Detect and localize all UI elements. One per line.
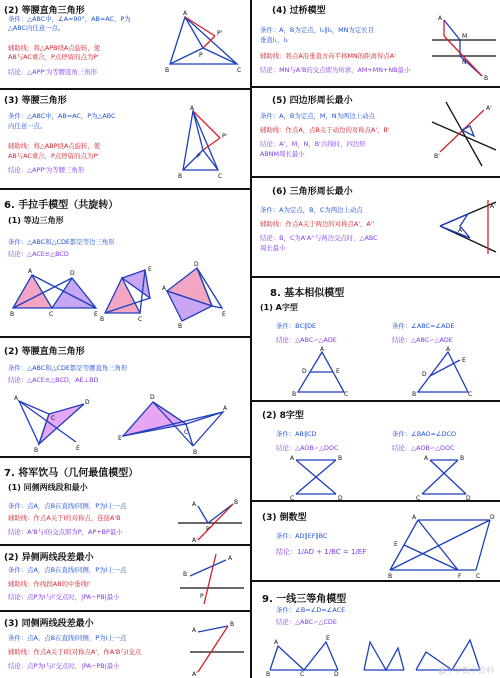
point-label: A — [438, 15, 443, 22]
diagram-diff-perpendicular — [180, 554, 246, 608]
condition-line: 条件：△ABC中，∠A=90°，AB=AC，P为 — [8, 15, 131, 23]
aux-line: 辅助线：将△ABP绕A点旋转，使 — [8, 142, 101, 150]
point-label: B — [178, 323, 183, 330]
point-label: C — [300, 671, 305, 678]
point-label: E — [462, 357, 466, 364]
point-label: B — [230, 621, 235, 628]
conclusion-line: 结论：点P为l与l'交点时，|PA−PB|最小 — [8, 593, 120, 601]
point-label: A' — [486, 105, 492, 112]
diagram-triangle-perimeter — [438, 200, 498, 256]
diagram-a-shape-parallel — [292, 348, 348, 396]
section-title: (5) 四边形周长最小 — [272, 96, 353, 106]
point-label: B — [412, 391, 417, 398]
section-hand-in-hand-equilateral — [0, 190, 250, 338]
aux-line: 辅助线：作点A关于两边的对称点A'，A'' — [260, 220, 375, 228]
subsection-title: (1) A字型 — [260, 303, 298, 312]
section-8-shape-similarity — [252, 402, 500, 502]
diagram-equilateral-3 — [162, 261, 246, 330]
condition-line: 垂直l₁，l₂ — [260, 36, 288, 44]
point-label: D — [422, 371, 427, 378]
point-label: D — [70, 270, 75, 277]
point-label: D — [466, 495, 471, 502]
section-one-line-three-angles — [252, 582, 500, 678]
point-label: D — [302, 368, 307, 375]
point-label: E — [94, 311, 98, 318]
conclusion-line: 周长最小 — [260, 244, 286, 252]
point-label: A — [228, 555, 233, 562]
subsection-title: (1) 等边三角形 — [8, 216, 64, 225]
point-label: C — [476, 573, 481, 580]
point-label: D — [490, 514, 495, 521]
point-label: B — [460, 455, 465, 462]
condition-line: 条件：∠B=∠D=∠ACE — [276, 606, 346, 614]
section-title: 8. 基本相似模型 — [270, 288, 345, 299]
diagram-a-shape-angle — [412, 348, 472, 396]
point-label: C — [51, 415, 56, 422]
point-label: A — [28, 268, 33, 275]
point-label: E — [222, 311, 226, 318]
point-label: A — [183, 10, 188, 17]
diagram-8-shape-parallel — [288, 454, 344, 500]
section-isosceles-right-triangle — [0, 0, 250, 90]
aux-line: 辅助线：将点A沿垂直方向平移MN的距离得点A' — [260, 52, 396, 60]
point-label: A — [192, 627, 197, 634]
conclusion-line: 结论：点P为l与l'交点时，|PA−PB|最小 — [8, 662, 120, 670]
diagram-bridge — [432, 16, 498, 82]
point-label: A — [446, 346, 451, 353]
point-label: P — [200, 593, 204, 600]
point-label: B — [292, 391, 297, 398]
point-label: B — [34, 447, 39, 454]
conclusion-line: 结论：△AOB∽△DOC — [392, 444, 455, 452]
point-label: B — [10, 311, 15, 318]
point-label: E — [148, 266, 152, 273]
condition-line: 条件：∠BAO=∠DCO — [392, 430, 457, 438]
section-bridge-model — [252, 0, 500, 88]
point-label: B — [234, 499, 239, 506]
diagram-equilateral-2 — [100, 268, 160, 326]
point-label: A — [192, 501, 197, 508]
right-column — [250, 0, 500, 678]
condition-line: 条件：A为定点，B，C为两边上动点 — [260, 206, 363, 214]
point-label: A' — [192, 537, 198, 544]
point-label: B — [266, 671, 271, 678]
point-label: C — [138, 316, 143, 323]
diagram-equilateral-1 — [10, 270, 100, 322]
conclusion-line: 结论：△AOB∽△DOC — [276, 444, 339, 452]
point-label: A — [412, 514, 417, 521]
point-label: P' — [217, 30, 223, 37]
point-label: D — [194, 261, 199, 268]
point-label: C — [344, 391, 349, 398]
conclusion-line: 结论：MN与A'B的交点即为所求，AM+MN+NB最小 — [260, 66, 411, 74]
conclusion-line: 结论：B，C为A'A''与两边交点时，△ABC — [260, 234, 378, 242]
point-label: A — [190, 105, 195, 112]
point-label: F — [458, 573, 462, 580]
conclusion-line: 结论：△APP'为等腰直角三角形 — [8, 68, 98, 76]
point-label: A — [274, 639, 279, 646]
section-title: 9. 一线三等角模型 — [262, 594, 347, 605]
point-label: P' — [222, 133, 228, 140]
point-label: B — [100, 316, 105, 323]
point-label: M — [462, 33, 468, 40]
diagram-right-isosceles-1 — [14, 396, 94, 452]
section-title: (4) 过桥模型 — [272, 6, 326, 16]
point-label: B — [338, 455, 343, 462]
point-label: A' — [490, 203, 496, 210]
conclusion-line: 结论：△ABC∽△ADE — [276, 336, 337, 344]
section-title: (3) 同侧两线段差最小 — [4, 619, 94, 629]
section-title: (2) 等腰直角三角形 — [4, 6, 85, 16]
point-label: D — [338, 495, 343, 502]
condition-line: 条件：AB∥CD — [276, 430, 317, 438]
point-label: P — [197, 153, 201, 160]
section-hand-in-hand-right-isosceles — [0, 338, 250, 458]
conclusion-line: 结论：△ACE≌△BCD — [8, 250, 69, 258]
condition-line: 条件：BC∥DE — [276, 322, 317, 330]
condition-line: △ABC内任意一点。 — [8, 24, 65, 32]
condition-line: 条件：点A，点B在直线l同侧，P为l上一点 — [8, 634, 127, 642]
point-label: N — [462, 59, 467, 66]
section-difference-perpendicular — [0, 546, 250, 612]
aux-line: 辅助线：将△APB绕A点旋转，使 — [8, 44, 101, 52]
aux-line: 辅助线：作点A关于l的对称点A'，作A'B与l交点 — [8, 648, 142, 656]
point-label: A — [320, 346, 325, 353]
point-label: C — [218, 173, 223, 180]
section-title: (2) 等腰直角三角形 — [4, 347, 85, 357]
diagram-quadrilateral — [432, 102, 498, 168]
condition-line: 条件：点A，点B在直线l同侧，P为l上一点 — [8, 502, 127, 510]
condition-line: 内任意一点。 — [8, 122, 47, 130]
conclusion-line: 结论：A'B与l的交点即为P，AP+BP最小 — [8, 528, 123, 536]
point-label: B — [165, 67, 170, 74]
section-quadrilateral-perimeter — [252, 88, 500, 178]
point-label: C — [290, 495, 295, 502]
aux-line: 辅助线：作线段AB的中垂线l' — [8, 580, 91, 588]
section-title: 6. 手拉手模型（共旋转） — [4, 200, 119, 211]
point-label: A — [14, 395, 19, 402]
point-label: D — [150, 394, 155, 401]
conclusion-line: 结论：1/AD + 1/BC = 1/EF — [276, 548, 367, 556]
section-triangle-perimeter — [252, 178, 500, 278]
point-label: B — [388, 573, 393, 580]
section-general-drinking-horse — [0, 458, 250, 546]
point-label: A' — [192, 671, 198, 678]
section-difference-reflection — [0, 612, 250, 678]
conclusion-line: 结论：△APP'为等腰三角形 — [8, 166, 85, 174]
condition-line: 条件：△ABC中，AB=AC，P为△ABC — [8, 112, 116, 120]
point-label: P — [206, 526, 210, 533]
point-label: E — [326, 635, 330, 642]
section-title: (3) 等腰三角形 — [4, 96, 67, 106]
point-label: B' — [434, 153, 440, 160]
conclusion-line: 结论：A'，M，N，B'共线时，四边形 — [260, 140, 366, 148]
section-title: 7. 将军饮马（几何最值模型） — [4, 468, 139, 479]
condition-line: 条件：△ABC和△CDE都是等腰直角三角形 — [8, 364, 128, 372]
point-label: A — [424, 455, 429, 462]
point-label: C — [49, 311, 54, 318]
condition-line: 条件：A，B为定点，l₁∥l₂，MN为定长且 — [260, 26, 374, 34]
condition-line: 条件：A，B为定点，M，N为两边上动点 — [260, 112, 375, 120]
section-title: (3) 倒数型 — [262, 513, 307, 523]
diagram-diff-reflection — [190, 620, 246, 676]
point-label: C — [468, 391, 473, 398]
point-label: E — [118, 435, 122, 442]
point-label: A — [223, 405, 228, 412]
section-title: (2) 8字型 — [262, 411, 304, 421]
diagram-8-shape-angle — [416, 454, 472, 500]
point-label: B — [178, 173, 183, 180]
aux-line: 辅助线：作点A，点B关于动边的对称点A'，B' — [260, 126, 390, 134]
point-label: B — [183, 571, 188, 578]
point-label: B — [193, 449, 198, 456]
point-label: P — [199, 52, 203, 59]
diagram-right-isosceles-2 — [118, 394, 230, 454]
diagram-same-side-sum — [178, 498, 244, 544]
condition-line: 条件：AD∥EF∥BC — [276, 532, 328, 540]
point-label: A — [162, 285, 167, 292]
condition-line: 条件：∠ABC=∠ADE — [392, 322, 455, 330]
section-title: (6) 三角形周长最小 — [272, 187, 353, 197]
point-label: E — [76, 445, 80, 452]
section-a-shape-similarity — [252, 278, 500, 402]
aux-line: AB与AC重合，P点停留的点为P' — [8, 53, 99, 61]
diagram-rotation-right-triangle — [165, 12, 245, 72]
point-label: E — [394, 541, 398, 548]
point-label: D — [85, 399, 90, 406]
point-label: A — [290, 455, 295, 462]
aux-line: 辅助线：作点A关于l的对称点，连接A'B — [8, 514, 121, 522]
conclusion-line: ABNM周长最小 — [260, 150, 305, 158]
point-label: A — [458, 227, 463, 234]
diagram-rotation-isosceles — [178, 105, 238, 180]
section-title: (2) 异侧两线段差最小 — [4, 553, 94, 563]
watermark: @小学数学资料 — [438, 666, 494, 675]
conclusion-line: 结论：△ACE≌△BCD，AE⊥BD — [8, 376, 99, 384]
section-isosceles-triangle — [0, 90, 250, 190]
aux-line: AB与AC重合，P点停留的点为P' — [8, 152, 99, 160]
conclusion-line: 结论：△ABC∽△ADE — [392, 336, 453, 344]
point-label: C — [237, 67, 242, 74]
section-reciprocal-model — [252, 502, 500, 582]
condition-line: 条件：△ABC和△CDE都是等边三角形 — [8, 238, 115, 246]
diagram-reciprocal — [388, 514, 498, 578]
point-label: D — [334, 671, 339, 678]
condition-line: 条件：点A，点B在直线l同侧，P为l上一点 — [8, 566, 127, 574]
point-label: C — [184, 429, 189, 436]
point-label: E — [336, 368, 340, 375]
subsection-title: (1) 同侧两线段和最小 — [8, 483, 88, 492]
point-label: C — [416, 495, 421, 502]
conclusion-line: 结论：△ABC∽△CDE — [276, 618, 337, 626]
point-label: B — [484, 75, 489, 82]
